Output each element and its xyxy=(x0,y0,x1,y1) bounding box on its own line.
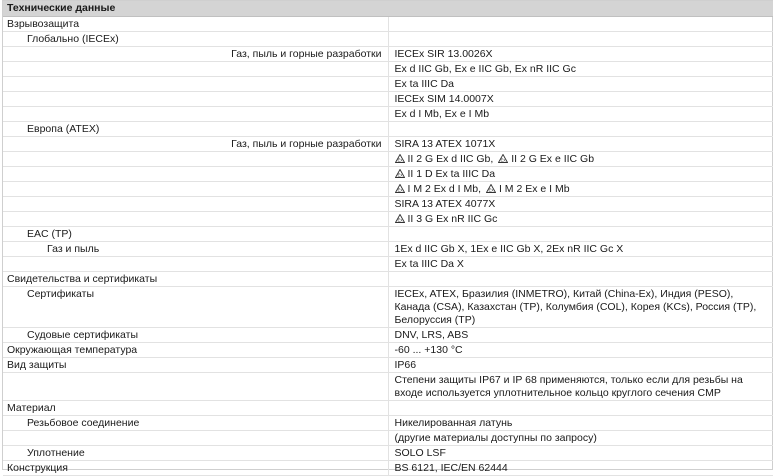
row-value xyxy=(388,166,773,181)
row-value: IECEx, ATEX, Бразилия (INMETRO), Китай (China-Ex), Индия (PESO), Канада (CSA), Казахстан (TP), Колумбия (COL), Корея (KCs), Россия (TP), Белоруссия (TP) xyxy=(388,286,773,327)
table-row xyxy=(3,31,773,46)
row-value: IECEx SIM 14.0007X xyxy=(388,91,773,106)
row-value xyxy=(388,181,773,196)
row-value: Ex d I Mb, Ex e I Mb xyxy=(388,106,773,121)
row-value: SIRA 13 ATEX 4077X xyxy=(388,196,773,211)
table-row xyxy=(3,46,773,61)
row-label xyxy=(3,61,388,76)
table-row xyxy=(3,16,773,31)
table-row xyxy=(3,342,773,357)
row-value-part: II 2 G Ex d IIC Gb, xyxy=(407,152,494,165)
svg-text:Ex: Ex xyxy=(500,157,506,163)
ex-hazard-icon xyxy=(395,214,405,223)
table-row xyxy=(3,256,773,271)
row-value xyxy=(388,271,773,286)
row-label: EAC (TP) xyxy=(3,226,388,241)
row-value xyxy=(388,16,773,31)
table-row xyxy=(3,211,773,226)
svg-text:Ex: Ex xyxy=(396,157,403,163)
row-value: Ex ta IIIC Da X xyxy=(388,256,773,271)
row-value: Ex d IIC Gb, Ex e IIC Gb, Ex nR IIC Gc xyxy=(388,61,773,76)
row-label xyxy=(3,430,388,445)
row-value: Ex ta IIIC Da xyxy=(388,76,773,91)
table-row xyxy=(3,181,773,196)
table-row xyxy=(3,61,773,76)
ex-hazard-icon xyxy=(395,184,405,193)
row-value-part: I M 2 Ex d I Mb, xyxy=(407,182,482,195)
row-label: Глобально (IECEx) xyxy=(3,31,388,46)
table-row xyxy=(3,136,773,151)
table-row xyxy=(3,91,773,106)
row-label: Свидетельства и сертификаты xyxy=(3,271,388,286)
row-value: IECEx SIR 13.0026X xyxy=(388,46,773,61)
row-label: Материал xyxy=(3,400,388,415)
row-label: Вид защиты xyxy=(3,357,388,372)
row-value: SIRA 13 ATEX 1071X xyxy=(388,136,773,151)
table-row xyxy=(3,327,773,342)
table-row xyxy=(3,151,773,166)
row-value xyxy=(388,121,773,136)
row-label: Окружающая температура xyxy=(3,342,388,357)
table-row xyxy=(3,445,773,460)
row-value: IP66 xyxy=(388,357,773,372)
row-label: Сертификаты xyxy=(3,286,388,327)
svg-text:Ex: Ex xyxy=(488,187,494,193)
table-row xyxy=(3,430,773,445)
row-value-part: II 2 G Ex e IIC Gb xyxy=(511,152,595,165)
row-label xyxy=(3,106,388,121)
table-row xyxy=(3,196,773,211)
row-label: Газ, пыль и горные разработки xyxy=(3,136,388,151)
row-value: DNV, LRS, ABS xyxy=(388,327,773,342)
row-value: -60 ... +130 °C xyxy=(388,342,773,357)
row-value: BS 6121, IEC/EN 62444 xyxy=(388,460,773,475)
svg-text:Ex: Ex xyxy=(396,217,403,223)
ex-hazard-icon xyxy=(498,154,508,163)
technical-data-table xyxy=(3,1,773,476)
table-row xyxy=(3,166,773,181)
row-label: Конструкция xyxy=(3,460,388,475)
row-label xyxy=(3,166,388,181)
table-row xyxy=(3,400,773,415)
technical-data-body xyxy=(3,1,773,475)
row-label xyxy=(3,76,388,91)
table-row xyxy=(3,76,773,91)
ex-hazard-icon xyxy=(395,154,405,163)
row-label xyxy=(3,181,388,196)
row-value: Степени защиты IP67 и IP 68 применяются, только если для резьбы на входе используется уплотнительное кольцо круглого сечения CMP xyxy=(388,372,773,400)
row-value: 1Ex d IIC Gb X, 1Ex e IIC Gb X, 2Ex nR IIC Gc X xyxy=(388,241,773,256)
table-row xyxy=(3,271,773,286)
row-label xyxy=(3,151,388,166)
table-row xyxy=(3,357,773,372)
table-row xyxy=(3,460,773,475)
table-row xyxy=(3,226,773,241)
svg-text:Ex: Ex xyxy=(396,172,403,178)
ex-hazard-icon xyxy=(395,169,405,178)
row-value xyxy=(388,151,773,166)
row-value-part: I M 2 Ex e I Mb xyxy=(498,182,570,195)
row-value xyxy=(388,226,773,241)
row-label: Резьбовое соединение xyxy=(3,415,388,430)
row-value: Никелированная латунь xyxy=(388,415,773,430)
row-value xyxy=(388,31,773,46)
row-label: Газ, пыль и горные разработки xyxy=(3,46,388,61)
table-row xyxy=(3,415,773,430)
row-label xyxy=(3,256,388,271)
row-label: Газ и пыль xyxy=(3,241,388,256)
table-title: Технические данные xyxy=(3,1,773,16)
row-label xyxy=(3,91,388,106)
row-label xyxy=(3,372,388,400)
row-label xyxy=(3,196,388,211)
row-value: SOLO LSF xyxy=(388,445,773,460)
ex-hazard-icon xyxy=(486,184,496,193)
table-row xyxy=(3,121,773,136)
row-label: Уплотнение xyxy=(3,445,388,460)
row-label: Взрывозащита xyxy=(3,16,388,31)
row-label: Европа (ATEX) xyxy=(3,121,388,136)
table-row xyxy=(3,286,773,327)
row-label: Судовые сертификаты xyxy=(3,327,388,342)
table-row xyxy=(3,241,773,256)
row-value: (другие материалы доступны по запросу) xyxy=(388,430,773,445)
row-value xyxy=(388,211,773,226)
row-value xyxy=(388,400,773,415)
table-row xyxy=(3,372,773,400)
svg-text:Ex: Ex xyxy=(396,187,403,193)
row-value-part: II 3 G Ex nR IIC Gc xyxy=(407,212,498,225)
table-row xyxy=(3,106,773,121)
table-header-row xyxy=(3,1,773,16)
row-label xyxy=(3,211,388,226)
row-value-part: II 1 D Ex ta IIIC Da xyxy=(407,167,496,180)
